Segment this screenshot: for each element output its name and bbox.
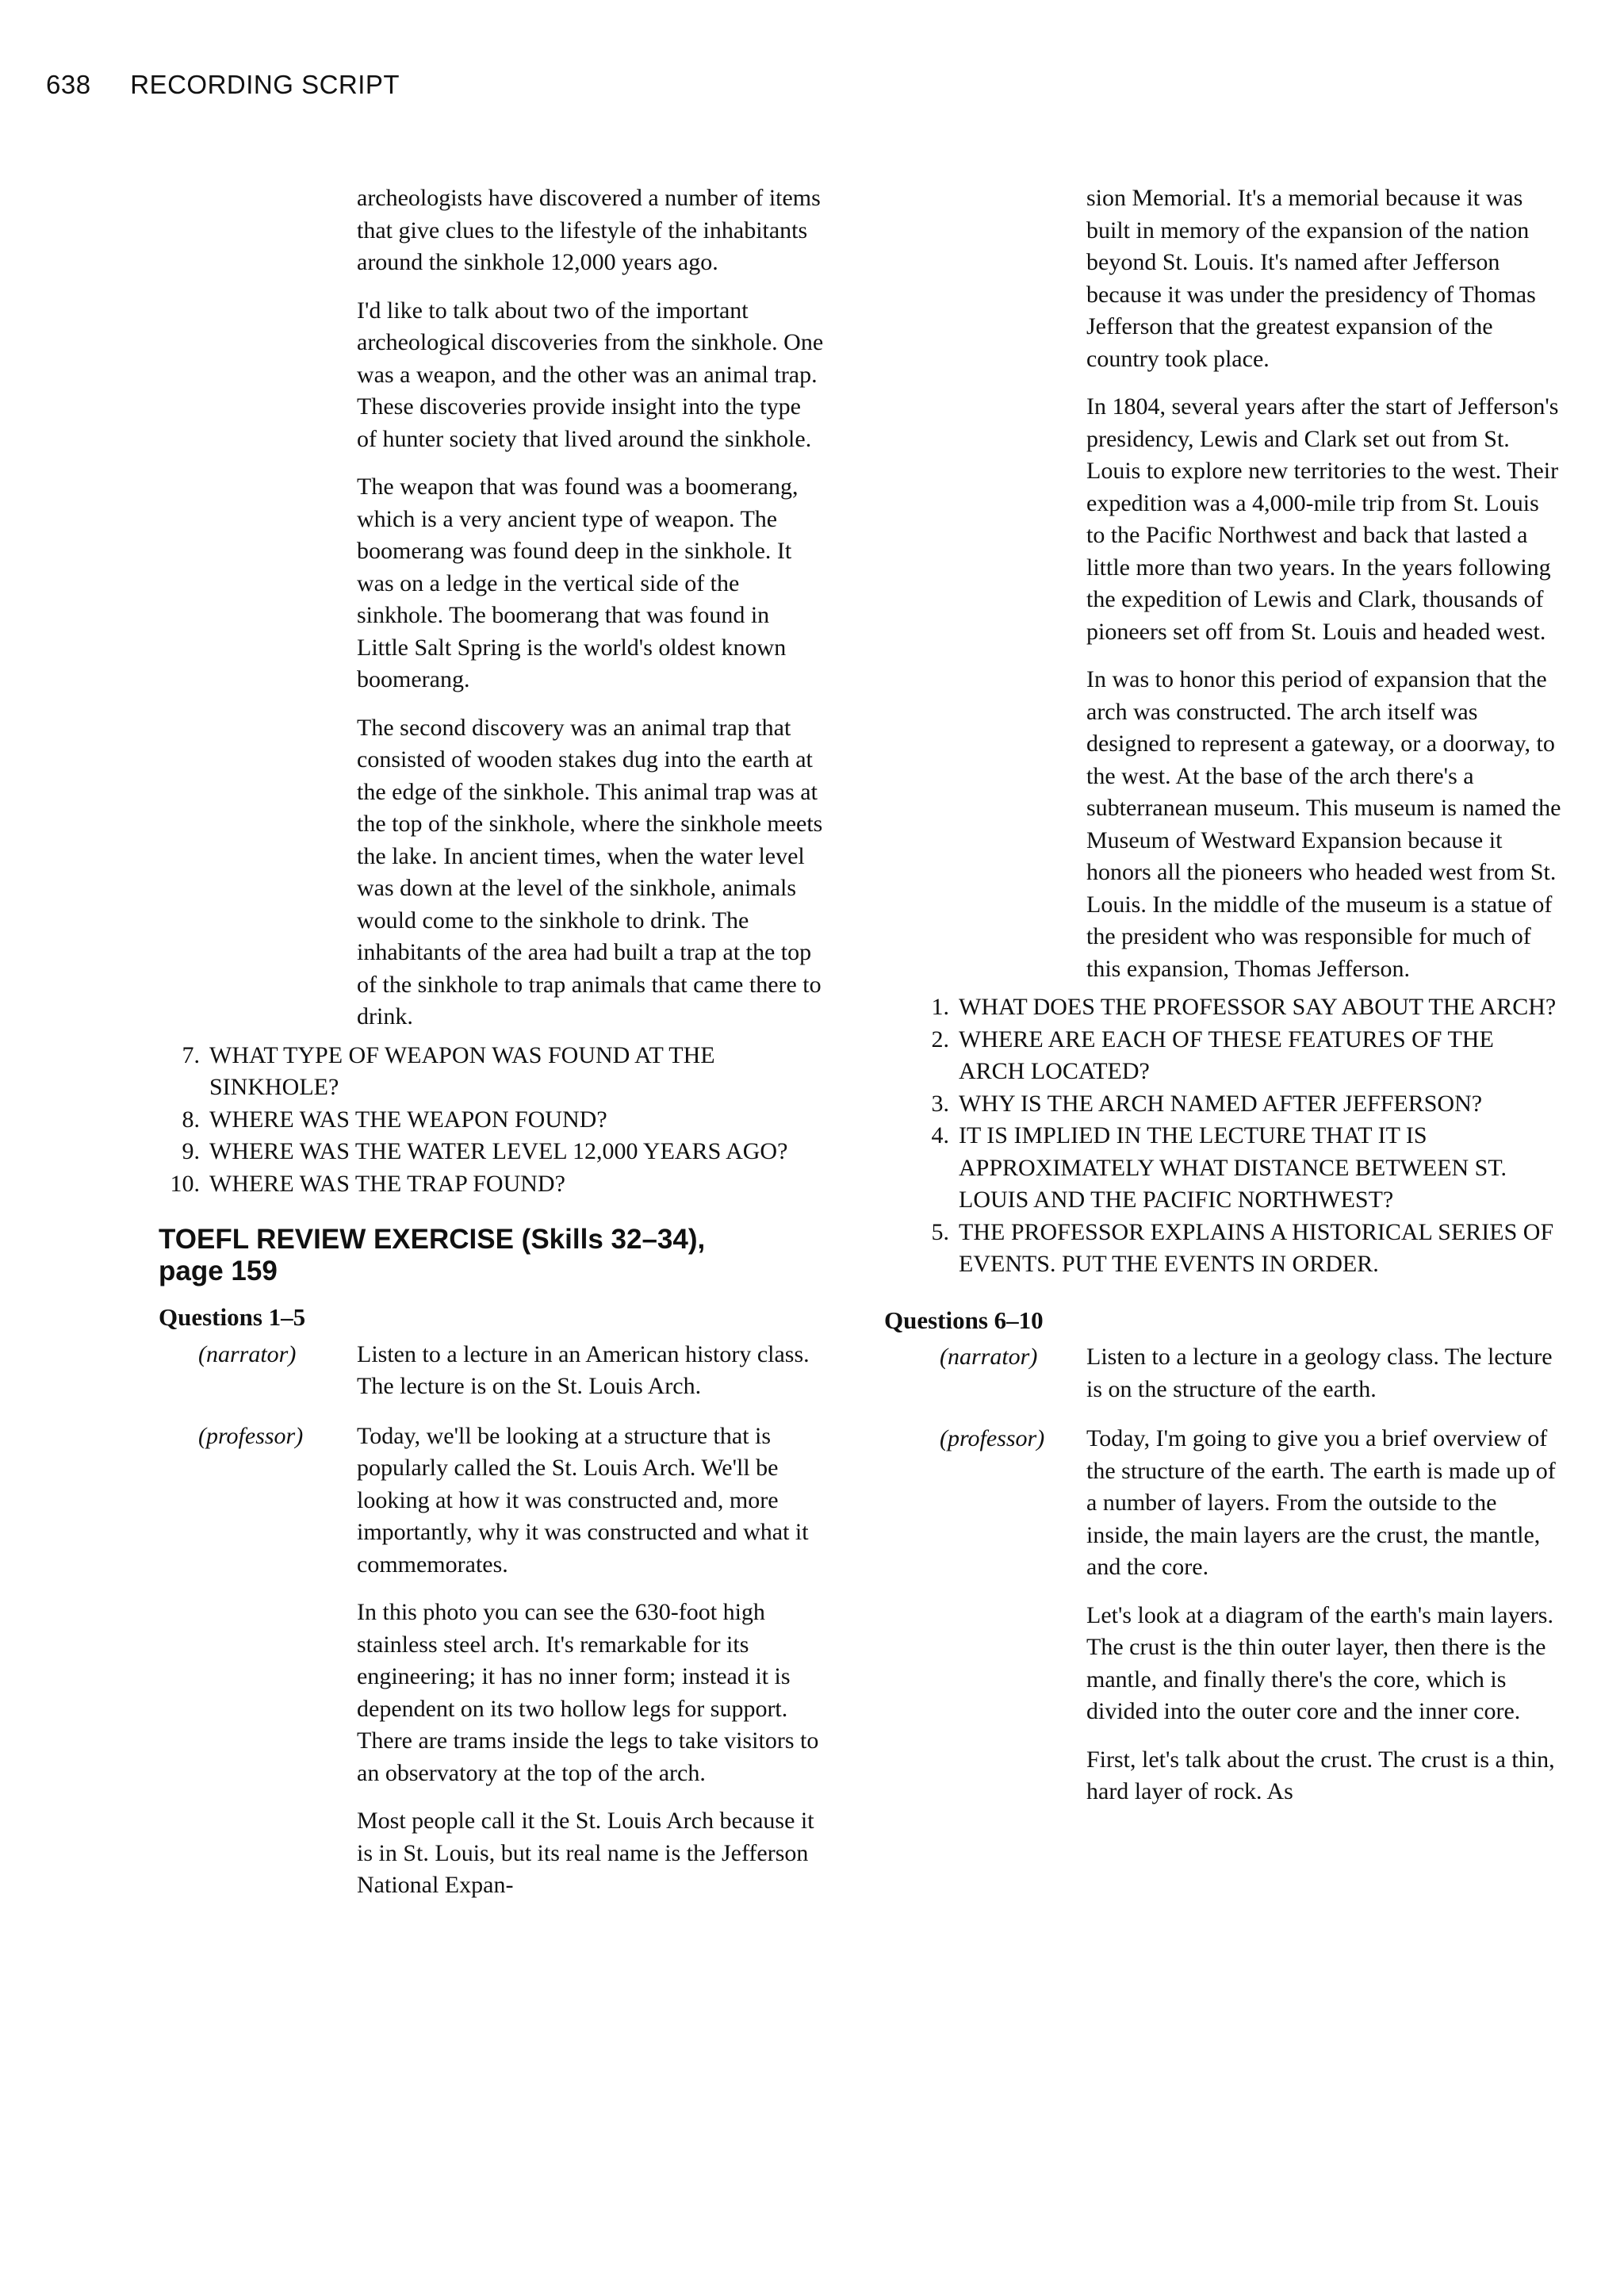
page-number: 638 [46,70,91,99]
question-item: 3. WHY IS THE ARCH NAMED AFTER JEFFERSON? [931,1090,1483,1117]
narrator-text: Listen to a lecture in an American history class. The lecture is on the St. Louis Arch. [357,1340,810,1399]
questions-subhead: Questions 1–5 [159,1303,306,1331]
speaker-label: (professor) [940,1425,1045,1451]
question-item: 1. WHAT DOES THE PROFESSOR SAY ABOUT THE ARCH? [931,994,1557,1020]
speaker-label: (narrator) [198,1340,297,1367]
questions-subhead: Questions 6–10 [884,1306,1044,1334]
paragraph: In was to honor this period of expansion that the arch was constructed. The arch itself was designed to represent a gateway, or a doorway, to the west. At the base of the arch there's a subterranean museum. This museum is named the Museum of Westward Expansion because it honors all the pioneers who headed west from St. Louis. In the middle of the museum is a statue of the president who was responsible for much of this expansion, Thomas Jefferson. [1086,666,1561,982]
paragraph: I'd like to talk about two of the important archeological discoveries from the sinkhole. One was a weapon, and the other was an animal trap. These discoveries provide insight into the type of hunter society that lived around the sinkhole. [357,297,824,452]
question-item: 2. WHERE ARE EACH OF THESE FEATURES OF THE ARCH LOCATED? [931,1026,1494,1084]
professor-text [1086,1423,1562,1808]
professor-row [884,1423,1582,1808]
question-list [159,1040,825,1201]
question-item: 8. WHERE WAS THE WEAPON FOUND? [182,1106,607,1133]
paragraph: First, let's talk about the crust. The crust is a thin, hard layer of rock. As [1086,1746,1555,1804]
paragraph: sion Memorial. It's a memorial because it was built in memory of the expansion of the nation beyond St. Louis. It's named after Jefferson because it was under the presidency of Thomas Jefferson that the greatest expansion of the country took place. [1086,185,1536,372]
question-item: 4. IT IS IMPLIED IN THE LECTURE THAT IT IS APPROXIMATELY WHAT DISTANCE BETWEEN ST. LOUIS AND THE PACIFIC NORTHWEST? [931,1122,1507,1213]
narrator-row [884,1341,1582,1405]
question-item: 7. WHAT TYPE OF WEAPON WAS FOUND AT THE SINKHOLE? [182,1041,715,1100]
question-list [908,991,1558,1281]
speaker-label: (narrator) [940,1344,1038,1370]
paragraph: In 1804, several years after the start of Jefferson's presidency, Lewis and Clark set out from St. Louis to explore new territories to the west. Their expedition was a 4,000-mile trip from St. Louis to the Pacific Northwest and back that lasted a little more than two years. In the years following the expedition of Lewis and Clark, thousands of pioneers set off from St. Louis and headed west. [1086,393,1559,645]
professor-text [357,1421,825,1902]
narrator-text: Listen to a lecture in a geology class. The lecture is on the structure of the earth. [1086,1344,1553,1402]
speaker-label: (professor) [198,1422,304,1449]
question-item: 10. WHERE WAS THE TRAP FOUND? [170,1170,565,1197]
paragraph: The weapon that was found was a boomerang, which is a very ancient type of weapon. The boomerang was found deep in the sinkhole. It was on a ledge in the vertical side of the sinkhole. The boomerang that was found in Little Salt Spring is the world's oldest known boomerang. [357,474,799,692]
paragraph: Let's look at a diagram of the earth's main layers. The crust is the thin outer layer, then there is the mantle, and finally there's the core, which is divided into the outer core and the inner core. [1086,1601,1553,1724]
question-item: 9. WHERE WAS THE WATER LEVEL 12,000 YEARS AGO? [182,1138,788,1164]
running-head [46,70,400,100]
section-heading: TOEFL REVIEW EXERCISE (Skills 32–34), page 159 [159,1224,706,1286]
paragraph: In this photo you can see the 630-foot high stainless steel arch. It's remarkable for its engineering; it has no inner form; instead it is dependent on its two hollow legs for support. There are trams inside the legs to take visitors to an observatory at the top of the arch. [357,1599,819,1786]
question-item: 5. THE PROFESSOR EXPLAINS A HISTORICAL SERIES OF EVENTS. PUT THE EVENTS IN ORDER. [931,1218,1554,1277]
professor-row [159,1421,848,1902]
paragraph: archeologists have discovered a number of items that give clues to the lifestyle of the inhabitants around the sinkhole 12,000 years ago. [357,185,821,275]
continued-lecture [357,182,825,1033]
left-column [159,182,848,1919]
paragraph: Today, I'm going to give you a brief overview of the structure of the earth. The earth is made up of a number of layers. From the outside to the inside, the main layers are the crust, the mantle, and the core. [1086,1425,1556,1580]
narrator-row [159,1339,848,1403]
running-head-title: RECORDING SCRIPT [130,70,400,99]
paragraph: The second discovery was an animal trap that consisted of wooden stakes dug into the earth at the edge of the sinkhole. This animal trap was at the top of the sinkhole, where the sinkhole meets the lake. In ancient times, when the water level was down at the level of the sinkhole, animals would come to the sinkhole to drink. The inhabitants of the area had built a trap at the top of the sinkhole to trap animals that came there to drink. [357,714,823,1029]
continued-lecture [1086,182,1562,985]
paragraph: Most people call it the St. Louis Arch because it is in St. Louis, but its real name is the Jefferson National Expan- [357,1808,814,1898]
paragraph: Today, we'll be looking at a structure that is popularly called the St. Louis Arch. We'll be looking at how it was constructed and, more importantly, why it was constructed and what it commemorates. [357,1422,809,1578]
right-column [884,182,1582,1826]
